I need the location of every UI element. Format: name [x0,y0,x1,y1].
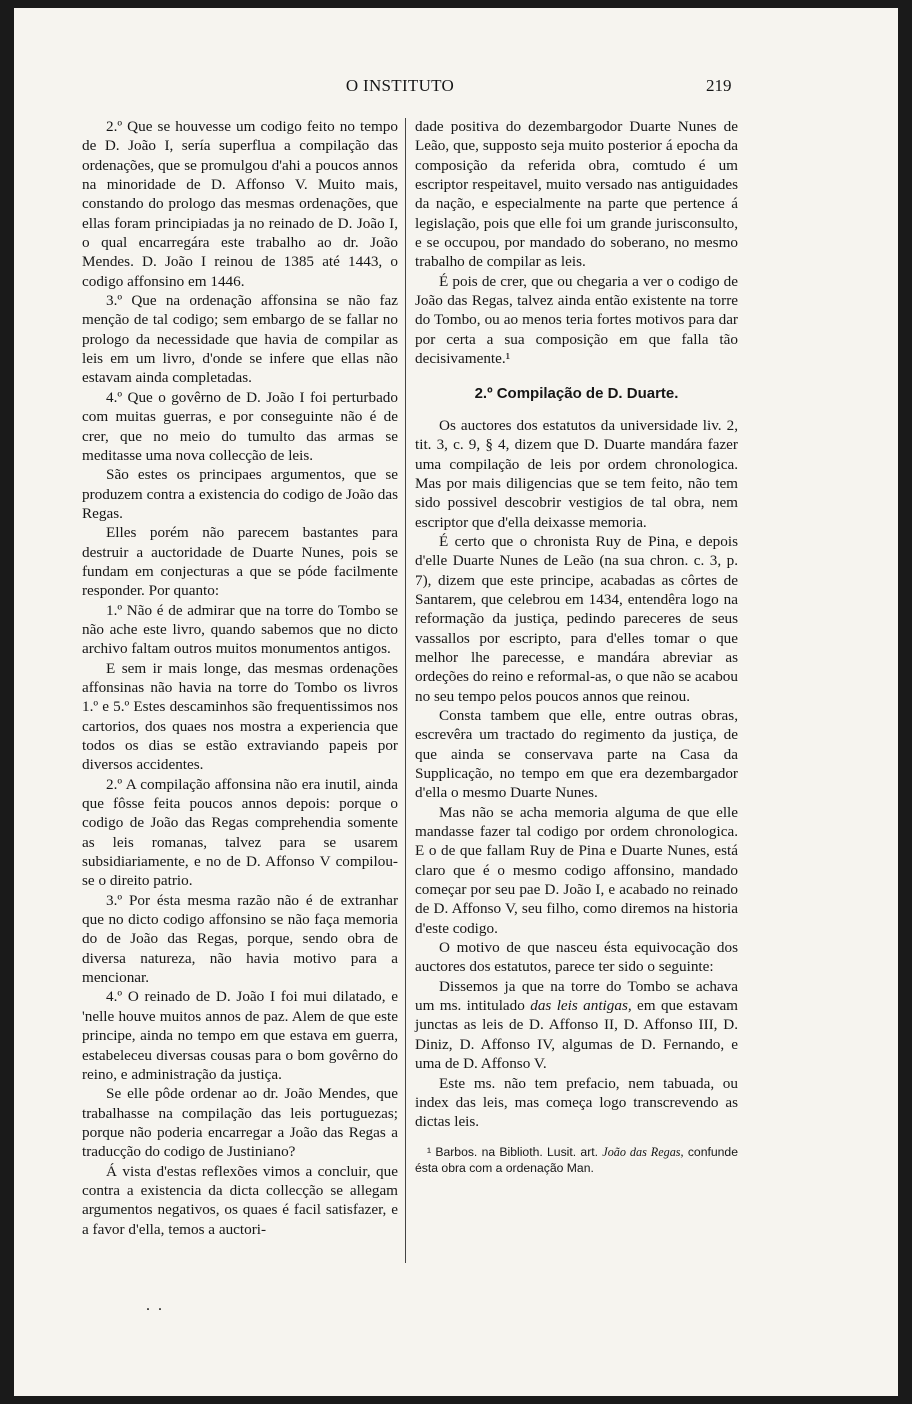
paragraph: 2.º Que se houvesse um codigo feito no tempo de D. João I, sería superflua a compilação das ordenações, que se promulgou d'ahi a poucos annos na minoridade de D. Affonso V. Muito mais, constando do prologo das mesmas ordenações, que ellas foram principiadas ja no reinado de D. João I, o qual encarregára este trabalho ao dr. João Mendes. D. João I reinou de 1385 até 1443, o codigo affonsino em 1446. [82,118,398,290]
page-number: 219 [706,76,732,95]
paragraph: É certo que o chronista Ruy de Pina, e depois d'elle Duarte Nunes de Leão (na sua chron. c. 3, p. 7), dizem que este principe, acabadas as côrtes de Santarem, que celebrou em 1434, entendêra logo na reformação da justiça, pedindo pareceres de seus vassallos por escripto, para d'elles tomar o que melhor lhe parecesse, e mandára abreviar as ordeções do reino e reformal-as, o que não se acabou no seu tempo pelos poucos annos que reinou. [415,532,738,705]
paragraph: 3.º Por ésta mesma razão não é de extranhar que no dicto codigo affonsino se não faça memoria do de João das Regas, porque, sendo obra de diversa natureza, não havia motivo para a mencionar. [82,891,398,987]
paragraph: Este ms. não tem prefacio, nem tabuada, ou index das leis, mas começa logo transcrevendo as dictas leis. [415,1074,738,1131]
running-header [0,76,912,100]
paragraph: Consta tambem que elle, entre outras obras, escrevêra um tractado do regimento da justiça, de que ainda se conservava parte na Casa da Supplicação, no tempo em que era dezembargador d'ella o mesmo Duarte Nunes. [415,706,738,802]
paragraph [415,977,738,1074]
paragraph: 4.º Que o govêrno de D. João I foi perturbado com muitas guerras, e por conseguinte não é de crer, que no meio do tumulto das armas se meditasse uma nova collecção de leis. [82,388,398,464]
left-column [82,117,398,1239]
book-title: das leis antigas, [530,997,632,1015]
right-column [415,117,738,1176]
section-heading: 2.º Compilação de D. Duarte. [474,385,679,403]
paragraph: E sem ir mais longe, das mesmas ordenações affonsinas não havia na torre do Tombo os livros 1.º e 5.º Estes descaminhos são frequentissimos nos cartorios, dos quaes nos mostra a experiencia que todos os dias se estão extraviando papeis por diversos accidentes. [82,659,398,774]
paragraph: O motivo de que nasceu ésta equivocação dos auctores dos estatutos, parece ter sido o seguinte: [415,939,738,976]
footnote [415,1144,738,1176]
paragraph: Mas não se acha memoria alguma de que elle mandasse fazer tal codigo por ordem chronologica. E o de que fallam Ruy de Pina e Duarte Nunes, está claro que é o mesmo codigo affonsino, mandado começar por seu pae D. João I, e acabado no reinado de D. Affonso V, seu filho, como diremos na historia d'este codigo. [415,803,738,937]
journal-title: O INSTITUTO [345,76,455,95]
paragraph: 3.º Que na ordenação affonsina se não faz menção de tal codigo; sem embargo de se fallar no prologo da necessidade que havia de compilar as leis em um livro, d'onde se infere que ellas não estavam ainda completadas. [82,292,398,387]
text-run: confunde ésta obra com a ordenação Man. [415,1144,738,1175]
footnote-italic: João das Regas, [602,1144,684,1159]
text-run: Dissemos ja que na torre do Tombo se achava um ms. intitulado [415,977,738,1015]
paragraph: 2.º A compilação affonsina não era inutil, ainda que fôsse feita poucos annos depois: porque o codigo de João das Regas comprehendia somente as leis romanas, talvez para se usarem subsidiariamente, e no de D. Affonso V compilou-se o direito patrio. [82,775,398,890]
paragraph: Os auctores dos estatutos da universidade liv. 2, tit. 3, c. 9, § 4, dizem que D. Duarte mandára fazer uma compilação de leis por ordem chronologica. Mas por mais diligencias que se tem feito, não tem sido possivel descobrir vestigios de tal obra, nem escriptor que d'ella deixasse memoria. [415,416,738,531]
text-run: em que estavam junctas as leis de D. Affonso II, D. Affonso III, D. Diniz, D. Affonso IV, algumas de D. Fernando, e uma de D. Affonso V. [415,997,738,1073]
bottom-marks: . . [146,1297,164,1314]
paragraph: Á vista d'estas reflexões vimos a concluir, que contra a existencia da dicta collecção se allegam argumentos negativos, os quaes é facil satisfazer, e a favor d'ella, temos a auctori- [82,1162,398,1238]
paragraph: 1.º Não é de admirar que na torre do Tombo se não ache este livro, quando sabemos que no dicto archivo faltam outros muitos monumentos antigos. [82,601,398,658]
paragraph: Elles porém não parecem bastantes para destruir a auctoridade de Duarte Nunes, pois se fundam em conjecturas a que se póde facilmente responder. Por quanto: [82,524,398,600]
paragraph: É pois de crer, que ou chegaria a ver o codigo de João das Regas, talvez ainda então existente na torre do Tombo, ou ao menos teria fortes motivos para dar por certa a sua composição em que falla tão decisivamente.¹ [415,272,738,368]
paragraph: 4.º O reinado de D. João I foi mui dilatado, e 'nelle houve muitos annos de paz. Alem de que este principe, ainda no tempo em que estava em guerra, estabeleceu diversas cousas para o bom govêrno do reino, e administração da justiça. [82,988,398,1083]
column-divider [405,118,406,1263]
paragraph: São estes os principaes argumentos, que se produzem contra a existencia do codigo de João das Regas. [82,466,398,522]
paragraph: Se elle pôde ordenar ao dr. João Mendes, que trabalhasse na compilação das leis portuguezas; porque não poderia encarregar a João das Regas a traducção do codigo de Justiniano? [82,1085,398,1161]
paragraph: dade positiva do dezembargodor Duarte Nunes de Leão, que, supposto seja muito posterior á epocha da composição da referida obra, comtudo é um escriptor respeitavel, muito versado nas antiguidades da nação, e especialmente na parte que pertence á legislação, pois que elle foi um grande jurisconsulto, e se occupou, por mandado do soberano, no mesmo trabalho de compilar as leis. [415,118,738,271]
text-run: ¹ Barbos. na Biblioth. Lusit. art. [427,1144,603,1159]
